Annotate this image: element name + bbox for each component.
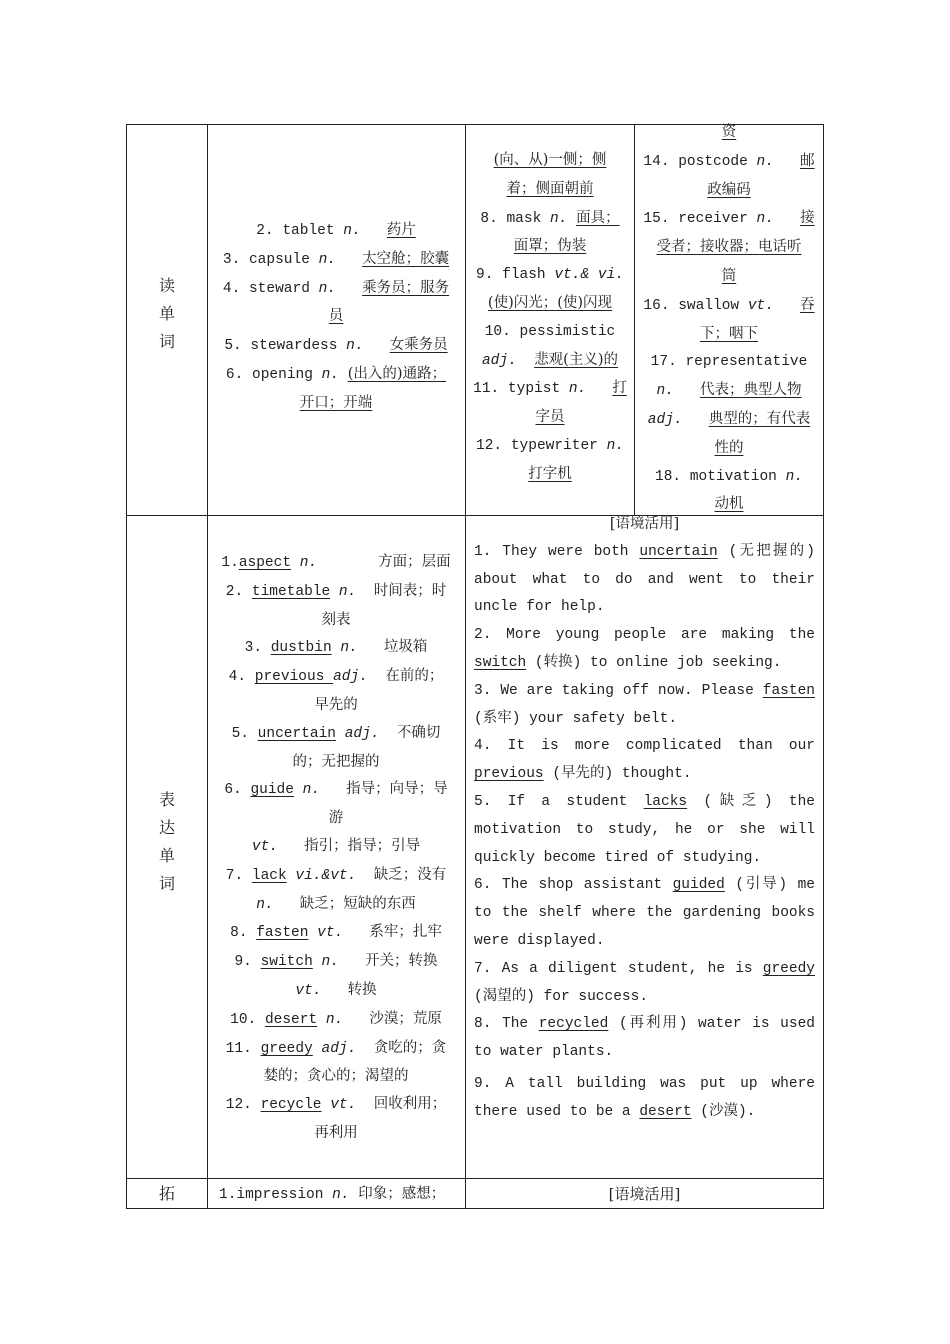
table-border-right: [823, 124, 824, 1209]
list-item: 12. typewriter n.: [476, 437, 624, 454]
list-item-cont: (使)闪光；(使)闪现: [487, 294, 613, 311]
list-item: 4. steward n. 乘务员；服务: [222, 279, 450, 297]
list-item-cont: n. 缺乏；短缺的东西: [256, 895, 416, 913]
list-item: 14. postcode n. 邮: [643, 152, 815, 170]
list-item-cont: 着；侧面朝前: [506, 180, 594, 197]
list-item: 2. timetable n. 时间表；时: [225, 582, 447, 600]
read-words-col2: [210, 217, 462, 419]
list-item-cont: 受者；接收器；电话听: [656, 239, 802, 256]
list-item: 11. greedy adj. 贪吃的；贪: [225, 1039, 447, 1057]
list-item-cont: vt. 指引；指导；引导: [251, 837, 421, 855]
list-item-cont: 字员: [535, 409, 565, 426]
list-item-cont: 员: [328, 308, 344, 325]
row-label-read-words-text: 读 单 词: [158, 276, 175, 351]
col-divider-2: [465, 124, 466, 1209]
express-words-col: [210, 549, 462, 1148]
answer-word: uncertain: [639, 543, 718, 560]
row-label-read-words: [127, 272, 207, 356]
answer-word: recycled: [538, 1016, 609, 1033]
list-item-cont: 性的: [714, 439, 744, 456]
read-words-col3: [468, 147, 632, 490]
col-divider-3: [634, 124, 635, 515]
list-item: 10. pessimistic: [484, 323, 616, 340]
context-sentence: 1. They were both uncertain (无把握的) about what to do and went to their uncle for help.: [474, 543, 815, 616]
context-sentence: 9. A tall building was put up where there used to be a desert (沙漠).: [474, 1075, 815, 1120]
list-item: 17. representative: [650, 354, 808, 371]
answer-word: desert: [639, 1103, 692, 1120]
row-label-expand: 拓: [158, 1184, 175, 1203]
list-item: 6. guide n. 指导；向导；导: [224, 781, 448, 799]
list-item-cont: adj. 悲观(主义)的: [481, 351, 619, 369]
context-sentence: 2. More young people are making the switch (转换) to online job seeking.: [474, 627, 815, 671]
list-item: 6. opening n. (出入的)通路；: [225, 365, 447, 383]
list-item: 4. previous adj. 在前的；: [228, 668, 444, 686]
list-item: 9. switch n. 开关；转换: [234, 953, 438, 971]
answer-word: switch: [474, 654, 527, 671]
list-item-cont: adj. 典型的；有代表: [647, 410, 811, 428]
answer-word: greedy: [762, 960, 815, 977]
list-item-cont: 开口；开端: [299, 394, 373, 411]
row-label-express-words-text: 表 达 单 词: [158, 790, 175, 893]
answer-word: previous: [474, 766, 544, 783]
list-item-cont: n. 代表；典型人物: [656, 382, 802, 400]
list-item-cont: vt. 转换: [295, 981, 377, 999]
list-item: 12. recycle vt. 回收利用；: [225, 1096, 447, 1114]
list-item: 15. receiver n. 接: [643, 210, 815, 228]
list-item: 2. tablet n. 药片: [256, 222, 416, 239]
list-item-cont: 早先的: [314, 696, 358, 713]
row-divider-2: [126, 1178, 824, 1179]
list-item-cont: 再利用: [314, 1124, 358, 1141]
list-item-cont: 动机: [714, 496, 744, 513]
list-item: 16. swallow vt. 吞: [643, 296, 815, 314]
context-sentence: 5. If a student lacks (缺乏) the motivation to study, he or she will quickly become tired of studying.: [474, 793, 815, 866]
context-sentence: 8. The recycled (再利用) water is used to water plants.: [474, 1016, 815, 1061]
list-item-cont: 资: [721, 124, 737, 140]
list-item-cont: 打字机: [528, 465, 572, 482]
list-item: 3. dustbin n. 垃圾箱: [244, 639, 428, 657]
context-header: [语境活用]: [609, 516, 680, 532]
read-words-col4: [637, 119, 821, 520]
list-item: 7. lack vi.&vt. 缺乏；没有: [225, 866, 447, 884]
list-item: 8. mask n. 面具；: [480, 209, 620, 227]
list-item: 10. desert n. 沙漠；荒原: [230, 1010, 442, 1028]
context-sentence: 3. We are taking off now. Please fasten (系牢) your safety belt.: [474, 682, 815, 727]
context-sentence-list: [474, 539, 815, 1127]
col-divider-1: [207, 124, 208, 1209]
list-item-cont: 刻表: [321, 611, 351, 628]
list-item: 8. fasten vt. 系牢；扎牢: [230, 924, 442, 942]
answer-word: fasten: [762, 682, 815, 699]
answer-word: guided: [672, 877, 725, 894]
list-item-cont: 面罩；伪装: [513, 238, 587, 255]
context-sentence: 4. It is more complicated than our previous (早先的) thought.: [474, 738, 815, 783]
context-header-bottom: [语境活用]: [608, 1185, 681, 1203]
list-item-cont: 政编码: [707, 181, 751, 198]
row-label-express-words: [127, 786, 207, 898]
context-sentence: 7. As a diligent student, he is greedy (渴望的) for success.: [474, 960, 815, 1005]
list-item-cont: (向、从)一侧；侧: [493, 152, 607, 168]
list-item-cont: 下；咽下: [700, 325, 758, 342]
list-item: 11. typist n. 打: [473, 380, 627, 398]
list-item-cont: 筒: [721, 267, 737, 284]
list-item: 1.aspect n. 方面；层面: [221, 554, 451, 571]
list-item: 3. capsule n. 太空舱；胶囊: [222, 250, 450, 268]
list-item-cont: 婪的；贪心的；渴望的: [263, 1068, 409, 1085]
list-item-cont: 的；无把握的: [292, 753, 380, 770]
list-item: 9. flash vt.& vi.: [476, 267, 624, 284]
list-item: 5. uncertain adj. 不确切: [231, 724, 441, 742]
list-item: 18. motivation n.: [655, 468, 803, 485]
answer-word: lacks: [643, 793, 688, 810]
expand-word-first: 1.impression n. 印象；感想；: [219, 1186, 446, 1203]
list-item: 5. stewardess n. 女乘务员: [224, 337, 448, 355]
context-sentence: 6. The shop assistant guided (引导) me to the shelf where the gardening books were displayed.: [474, 877, 815, 949]
list-item-cont: 游: [328, 810, 344, 827]
context-usage: [474, 511, 815, 1127]
